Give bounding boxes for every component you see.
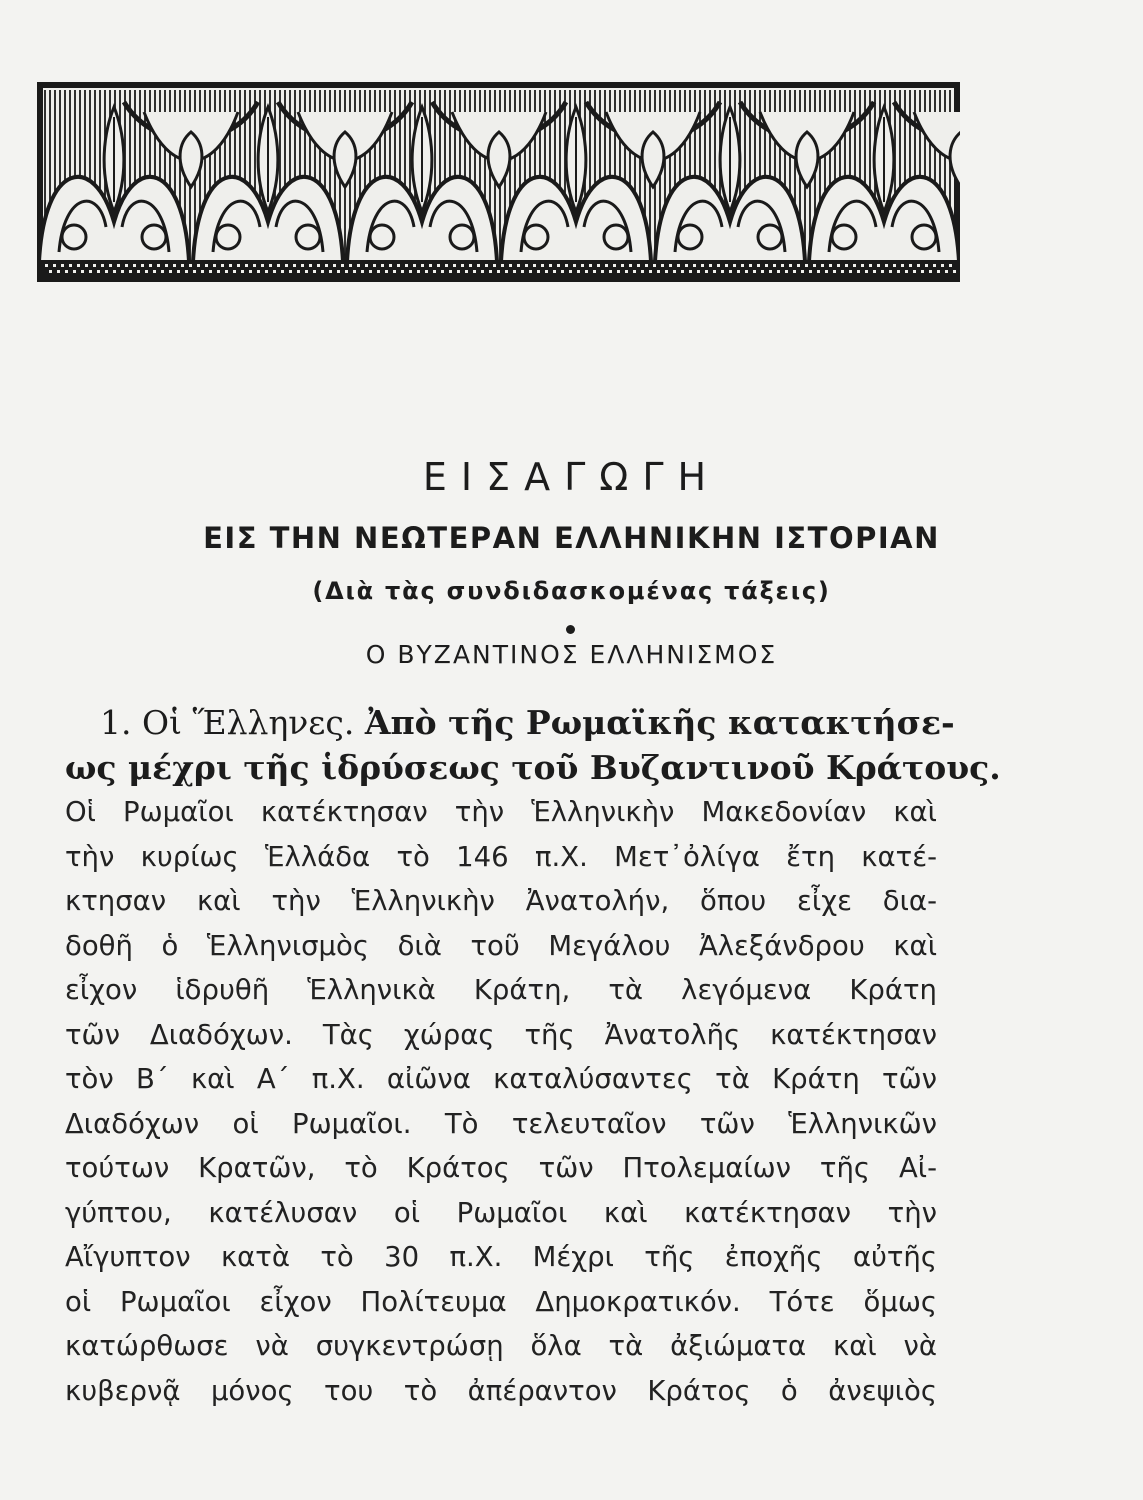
chapter-title: Ο ΒΥΖΑΝΤΙΝΟΣ ΕΛΛΗΝΙΣΜΟΣ <box>365 640 778 669</box>
audience-note: (Διὰ τὰς συνδιδασκομένας τάξεις) <box>312 577 831 605</box>
text-line: τῶν Διαδόχων. Τὰς χώρας τῆς Ἀνατολῆς κατέκτησαν <box>65 1018 937 1051</box>
text-line: γύπτου, κατέλυσαν οἱ Ρωμαῖοι καὶ κατέκτησαν τὴν <box>65 1196 937 1229</box>
text-line: κτησαν καὶ τὴν Ἑλληνικὴν Ἀνατολήν, ὅπου εἶχε δια- <box>65 885 937 917</box>
decorative-floral-band-icon <box>37 82 960 282</box>
text-line: εἶχον ἱδρυθῆ Ἑλληνικὰ Κράτη, τὰ λεγόμενα Κράτη <box>65 974 937 1006</box>
text-line: Αἴγυπτον κατὰ τὸ 30 π.Χ. Μέχρι τῆς ἐποχῆς αὐτῆς <box>65 1241 937 1273</box>
body-paragraph <box>65 790 937 1413</box>
text-line: Οἱ Ρωμαῖοι κατέκτησαν τὴν Ἑλληνικὴν Μακεδονίαν καὶ <box>65 796 937 828</box>
text-line: τὸν Β΄ καὶ Α΄ π.Χ. αἰῶνα καταλύσαντες τὰ Κράτη τῶν <box>65 1063 937 1095</box>
section-heading-line-2: ως μέχρι τῆς ἱδρύσεως τοῦ Βυζαντινοῦ Κράτους. <box>65 748 1001 787</box>
text-line: τὴν κυρίως Ἑλλάδα τὸ 146 π.Χ. Μετ᾽ὀλίγα ἔτη κατέ- <box>65 840 937 873</box>
text-line: κυβερνᾷ μόνος του τὸ ἀπέραντον Κράτος ὁ ἀνεψιὸς <box>65 1374 937 1407</box>
text-line: κατώρθωσε νὰ συγκεντρώσῃ ὅλα τὰ ἀξιώματα καὶ νὰ <box>65 1330 937 1362</box>
section-heading <box>65 700 1001 790</box>
section-heading-line-1 <box>65 700 955 745</box>
section-number: 1. <box>100 703 132 742</box>
section-title-rest: Ἀπὸ τῆς Ρωμαϊκῆς κατακτήσε- <box>364 703 955 742</box>
page-title: ΕΙΣΑΓΩΓΗ <box>422 455 721 499</box>
separator-dot <box>566 625 575 634</box>
page-subtitle: ΕΙΣ ΤΗΝ ΝΕΩΤΕΡΑΝ ΕΛΛΗΝΙΚΗΝ ΙΣΤΟΡΙΑΝ <box>203 521 940 555</box>
section-title-start: Οἱ Ἕλληνες. <box>142 703 355 742</box>
text-line: δοθῆ ὁ Ἑλληνισμὸς διὰ τοῦ Μεγάλου Ἀλεξάνδρου καὶ <box>65 929 937 962</box>
text-line: τούτων Κρατῶν, τὸ Κράτος τῶν Πτολεμαίων τῆς Αἰ- <box>65 1152 937 1184</box>
text-line: οἱ Ρωμαῖοι εἶχον Πολίτευμα Δημοκρατικόν. Τότε ὅμως <box>65 1285 937 1318</box>
text-line: Διαδόχων οἱ Ρωμαῖοι. Τὸ τελευταῖον τῶν Ἑλληνικῶν <box>65 1107 937 1140</box>
